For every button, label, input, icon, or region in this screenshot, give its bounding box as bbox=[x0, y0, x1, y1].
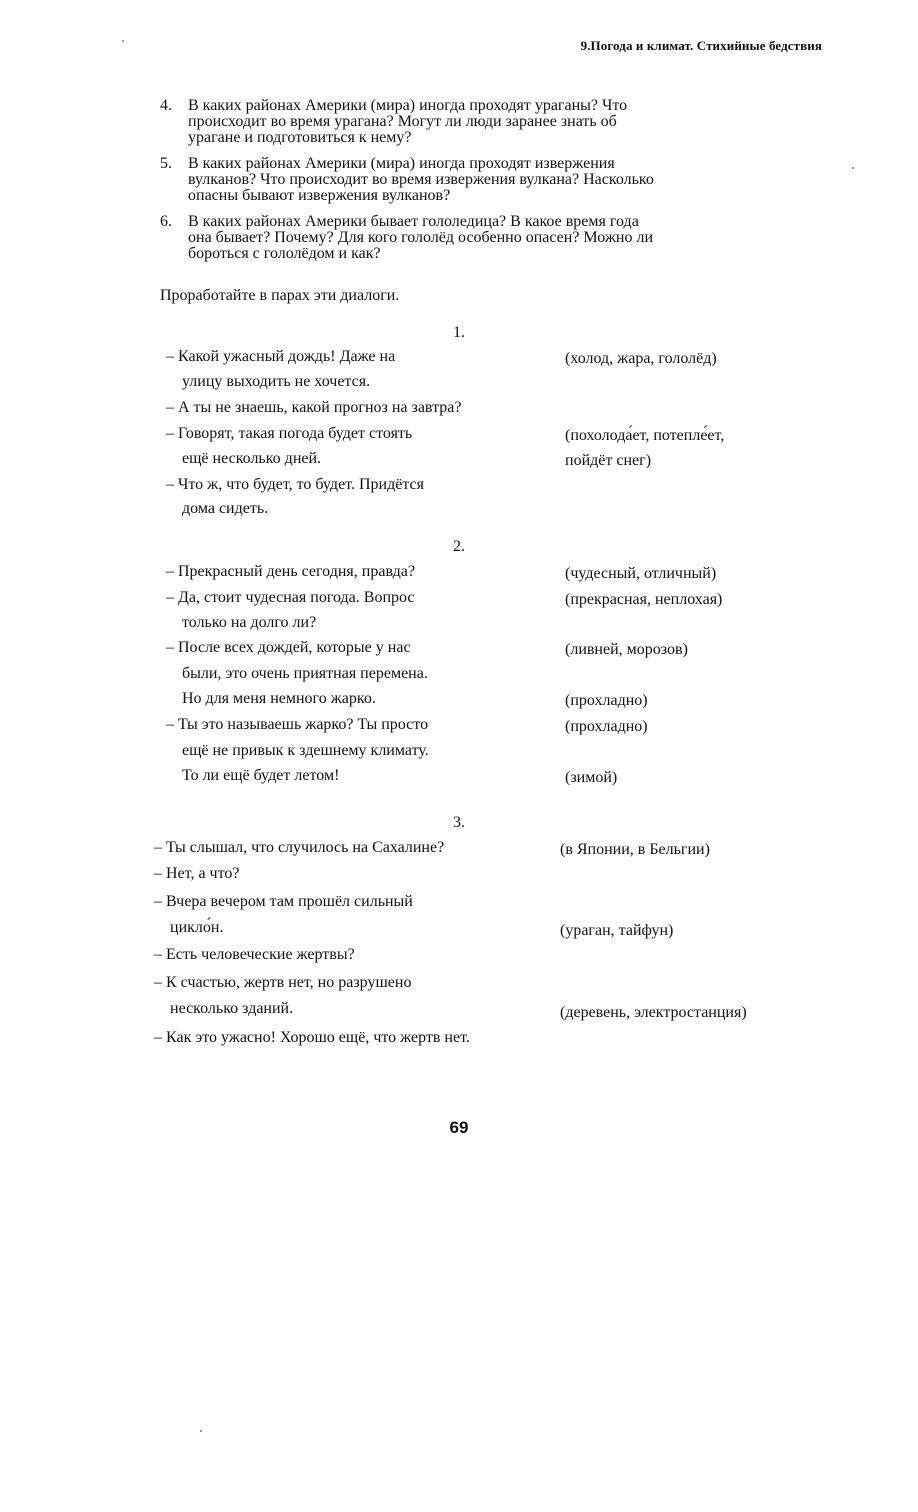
alternative-words: (прохладно) bbox=[565, 692, 648, 709]
dialogue-number: 3. bbox=[453, 814, 465, 831]
scan-speck bbox=[200, 1430, 202, 1432]
question-item bbox=[160, 214, 820, 262]
question-line: опасны бывают извержения вулканов? bbox=[188, 187, 451, 204]
scan-speck bbox=[852, 167, 854, 169]
alternative-words: (ураган, тайфун) bbox=[560, 922, 674, 939]
alternative-words: (в Японии, в Бельгии) bbox=[560, 841, 710, 858]
question-item bbox=[160, 156, 820, 204]
dialogue-line: несколько зданий. bbox=[170, 1000, 294, 1017]
alternative-words: (ливней, морозов) bbox=[565, 641, 688, 658]
dialogue-line: – После всех дождей, которые у нас bbox=[166, 639, 411, 656]
dialogue-line: – Ты слышал, что случилось на Сахалине? bbox=[154, 839, 445, 856]
dialogue-line: То ли ещё будет летом! bbox=[182, 767, 340, 784]
alternative-words: пойдёт снег) bbox=[565, 452, 652, 469]
question-line: вулканов? Что происходит во время извержения вулкана? Насколько bbox=[188, 171, 654, 188]
dialogue-line: были, это очень приятная перемена. bbox=[182, 665, 428, 682]
dialogue-line: – Есть человеческие жертвы? bbox=[154, 946, 355, 963]
dialogue-line: – Прекрасный день сегодня, правда? bbox=[166, 563, 415, 580]
running-header: 9.Погода и климат. Стихийные бедствия bbox=[580, 38, 822, 53]
question-number: 6. bbox=[160, 213, 172, 230]
question-line: урагане и подготовиться к нему? bbox=[188, 129, 412, 146]
dialogue-number: 1. bbox=[453, 324, 465, 341]
dialogue-line: – Говорят, такая погода будет стоять bbox=[166, 425, 413, 442]
dialogue-line: только на долго ли? bbox=[182, 614, 317, 631]
dialogue-line: ещё несколько дней. bbox=[182, 450, 322, 467]
alternative-words: (похолода́ет, потепле́ет, bbox=[565, 427, 725, 444]
dialogue-line: – Как это ужасно! Хорошо ещё, что жертв нет. bbox=[154, 1029, 470, 1046]
alternative-words: (прекрасная, неплохая) bbox=[565, 591, 723, 608]
alternative-words: (чудесный, отличный) bbox=[565, 565, 717, 582]
instruction-text: Проработайте в парах эти диалоги. bbox=[160, 287, 400, 304]
dialogue-line: – Что ж, что будет, то будет. Придётся bbox=[166, 476, 424, 493]
alternative-words: (прохладно) bbox=[565, 718, 648, 735]
alternative-words: (зимой) bbox=[565, 769, 618, 786]
question-line: она бывает? Почему? Для кого гололёд особенно опасен? Можно ли bbox=[188, 229, 654, 246]
alternative-words: (холод, жара, гололёд) bbox=[565, 350, 717, 367]
dialogue-line: – Вчера вечером там прошёл сильный bbox=[154, 893, 413, 910]
question-line: В каких районах Америки (мира) иногда проходят ураганы? Что bbox=[188, 97, 628, 114]
dialogue-number: 2. bbox=[453, 538, 465, 555]
dialogue-line: – Да, стоит чудесная погода. Вопрос bbox=[166, 589, 415, 606]
page-number: 69 bbox=[449, 1118, 469, 1137]
question-line: происходит во время урагана? Могут ли люди заранее знать об bbox=[188, 113, 617, 130]
dialogue-line: – А ты не знаешь, какой прогноз на завтра? bbox=[166, 399, 462, 416]
dialogue-line: – К счастью, жертв нет, но разрушено bbox=[154, 974, 412, 991]
dialogue-line: дома сидеть. bbox=[182, 500, 269, 517]
question-line: бороться с гололёдом и как? bbox=[188, 245, 381, 262]
dialogue-line: – Какой ужасный дождь! Даже на bbox=[166, 348, 396, 365]
scan-speck bbox=[122, 40, 124, 42]
dialogue-line: – Ты это называешь жарко? Ты просто bbox=[166, 716, 429, 733]
dialogue-line: – Нет, а что? bbox=[154, 865, 240, 882]
question-list bbox=[160, 98, 820, 272]
alternative-words: (деревень, электростанция) bbox=[560, 1004, 747, 1021]
question-line: В каких районах Америки (мира) иногда проходят извержения bbox=[188, 155, 615, 172]
question-number: 5. bbox=[160, 155, 172, 172]
question-number: 4. bbox=[160, 97, 172, 114]
dialogue-line: цикло́н. bbox=[170, 919, 224, 936]
question-item bbox=[160, 98, 820, 146]
dialogue-line: Но для меня немного жарко. bbox=[182, 690, 376, 707]
dialogue-line: ещё не привык к здешнему климату. bbox=[182, 742, 429, 759]
dialogue-line: улицу выходить не хочется. bbox=[182, 373, 371, 390]
question-line: В каких районах Америки бывает гололедица? В какое время года bbox=[188, 213, 639, 230]
